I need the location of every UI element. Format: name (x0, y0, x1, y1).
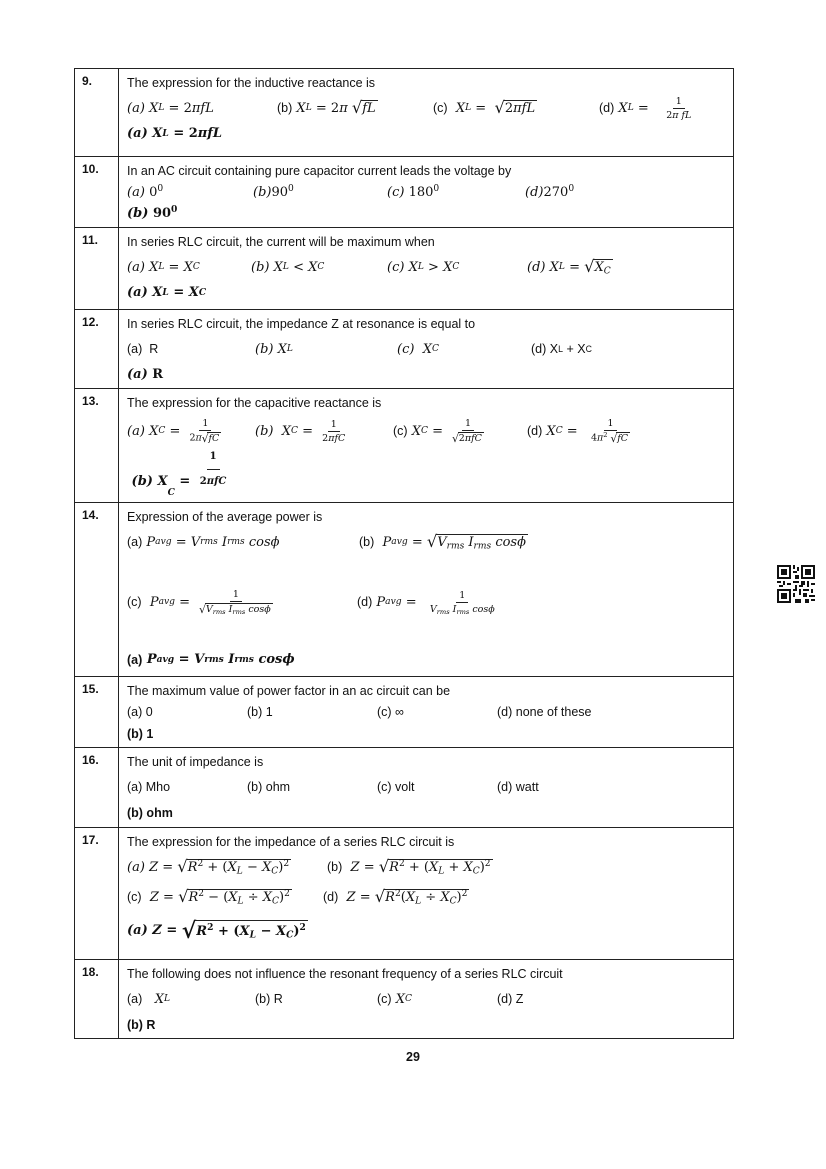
answer: ( a ) X L = X C (127, 285, 207, 300)
options-row-1 (127, 852, 733, 882)
answer: ( a ) X L = 2 πfL (127, 126, 223, 141)
options (127, 93, 733, 123)
option-a: ( a ) $0^0$ (127, 183, 164, 200)
option-c: ( c ) X L > X C (387, 259, 460, 275)
question-number: 11. (75, 228, 119, 310)
question-row (75, 748, 734, 828)
question-text: Expression of the average power is (127, 510, 323, 524)
question-number: 14. (75, 503, 119, 677)
option-a: ( a ) Z = √ $R^2 + (X_L - X_C)^2$ (127, 856, 290, 877)
options (127, 772, 733, 802)
option-c: (c) Z = √ $R^2 - (X_L \div X_C)^2$ (127, 886, 290, 907)
option-a: ( a ) X C = 1 2π √ fC (127, 418, 220, 445)
question-text: The expression for the inductive reactance is (127, 76, 376, 90)
option-b: (b) X L = 2 π √ fL (277, 97, 376, 117)
options (127, 413, 733, 449)
question-number: 13. (75, 389, 119, 503)
option-d: (d) X C = 1 $4\pi^2$ √ fC (527, 418, 628, 445)
answer: ( a ) Z = √ $R^2 + (X_L - X_C)^2$ (127, 918, 306, 945)
question-row (75, 310, 734, 389)
option-c: (c) X C = 1 √ 2πfC (393, 418, 482, 445)
question-row (75, 69, 734, 157)
question-number: 18. (75, 960, 119, 1039)
option-a: ( a ) X L = X C (127, 259, 200, 275)
option-b: (b) P avg = √ $V_{rms}$ $I_{rms}$ cosϕ (359, 531, 526, 552)
options-row-2 (127, 882, 733, 912)
option-a: (a) R (127, 342, 159, 356)
question-row (75, 960, 734, 1039)
option-b: ( b ) X L < X C (251, 259, 325, 275)
page-number: 29 (406, 1050, 420, 1064)
option-d: (d) none of these (497, 705, 592, 719)
answer: ( a ) R (127, 367, 164, 382)
option-b: ( b ) X L (255, 341, 293, 357)
option-d: (d) X L + X C (531, 342, 592, 356)
answer: (b) ohm (127, 806, 173, 820)
option-a: (a) 0 (127, 705, 153, 719)
answer: (a) P avg = V rms I rms cosϕ (127, 652, 295, 667)
option-d: (d) Z = √ $R^2(X_L \div X_C)^2$ (323, 886, 468, 907)
answer: ( b ) X C = 1 2πfC (127, 449, 733, 493)
question-text: The expression for the impedance of a series RLC circuit is (127, 835, 455, 849)
question-row (75, 677, 734, 748)
option-b: (b) 1 (247, 705, 273, 719)
question-number: 16. (75, 748, 119, 828)
option-c: (c) X C (377, 991, 412, 1007)
question-text: In series RLC circuit, the current will be maximum when (127, 235, 435, 249)
options (127, 984, 733, 1014)
question-number: 15. (75, 677, 119, 748)
option-d: (d) Z (497, 992, 524, 1006)
question-row (75, 503, 734, 677)
question-number: 17. (75, 828, 119, 960)
option-d: (d) watt (497, 780, 539, 794)
options (127, 334, 733, 364)
option-d: ( d ) $270^0$ (525, 183, 575, 200)
answer: (b) R (127, 1018, 156, 1032)
option-a: (a) Mho (127, 780, 171, 794)
question-text: In an AC circuit containing pure capacitor current leads the voltage by (127, 164, 512, 178)
qr-code-icon (777, 565, 815, 603)
option-c: (c) X L = √ 2πfL (433, 97, 536, 117)
options-row-1 (127, 527, 733, 557)
answer: (b) 1 (127, 727, 154, 741)
options (127, 181, 733, 203)
options-row-2 (127, 585, 733, 619)
question-number: 10. (75, 157, 119, 228)
option-d: (d) X L = $\frac{1}{\text{2π fL}}$ (599, 95, 692, 121)
question-row (75, 228, 734, 310)
question-row (75, 157, 734, 228)
option-d: ( d ) X L = √ $X_C$ (527, 256, 611, 277)
option-c: (c) volt (377, 780, 415, 794)
option-a: ( a ) X L = 2 πfL (127, 100, 214, 116)
option-a: (a) P avg = V rms I rms cosϕ (127, 534, 280, 550)
option-b: ( b ) $90^0$ (253, 183, 294, 200)
question-number: 9. (75, 69, 119, 157)
option-a: (a) X L (127, 991, 170, 1007)
option-c: ( c ) X C (397, 341, 439, 357)
options (127, 252, 733, 282)
question-row (75, 828, 734, 960)
option-c: ( c ) $180^0$ (387, 183, 440, 200)
option-b: (b) Z = √ $R^2 + (X_L + X_C)^2$ (327, 856, 491, 877)
option-b: (b) ohm (247, 780, 291, 794)
options (127, 701, 733, 723)
question-text: In series RLC circuit, the impedance Z at resonance is equal to (127, 317, 476, 331)
question-number: 12. (75, 310, 119, 389)
question-text: The expression for the capacitive reactance is (127, 396, 382, 410)
option-b: (b) R (255, 992, 283, 1006)
questions-table (74, 68, 734, 1039)
option-c: (c) ∞ (377, 705, 404, 719)
option-c: (c) P avg = 1 √ $V_{rms}$ $I_{rms}$ cosϕ (127, 589, 271, 616)
answer: ( b ) $90^0$ (127, 204, 178, 221)
option-d: (d) P avg = 1 $V_{rms}$ $I_{rms}$ cosϕ (357, 589, 495, 616)
option-b: ( b ) X C = 1 2πfC (255, 418, 346, 444)
question-row (75, 389, 734, 503)
question-text: The maximum value of power factor in an ac circuit can be (127, 684, 451, 698)
question-text: The unit of impedance is (127, 755, 264, 769)
question-text: The following does not influence the resonant frequency of a series RLC circuit (127, 967, 563, 981)
